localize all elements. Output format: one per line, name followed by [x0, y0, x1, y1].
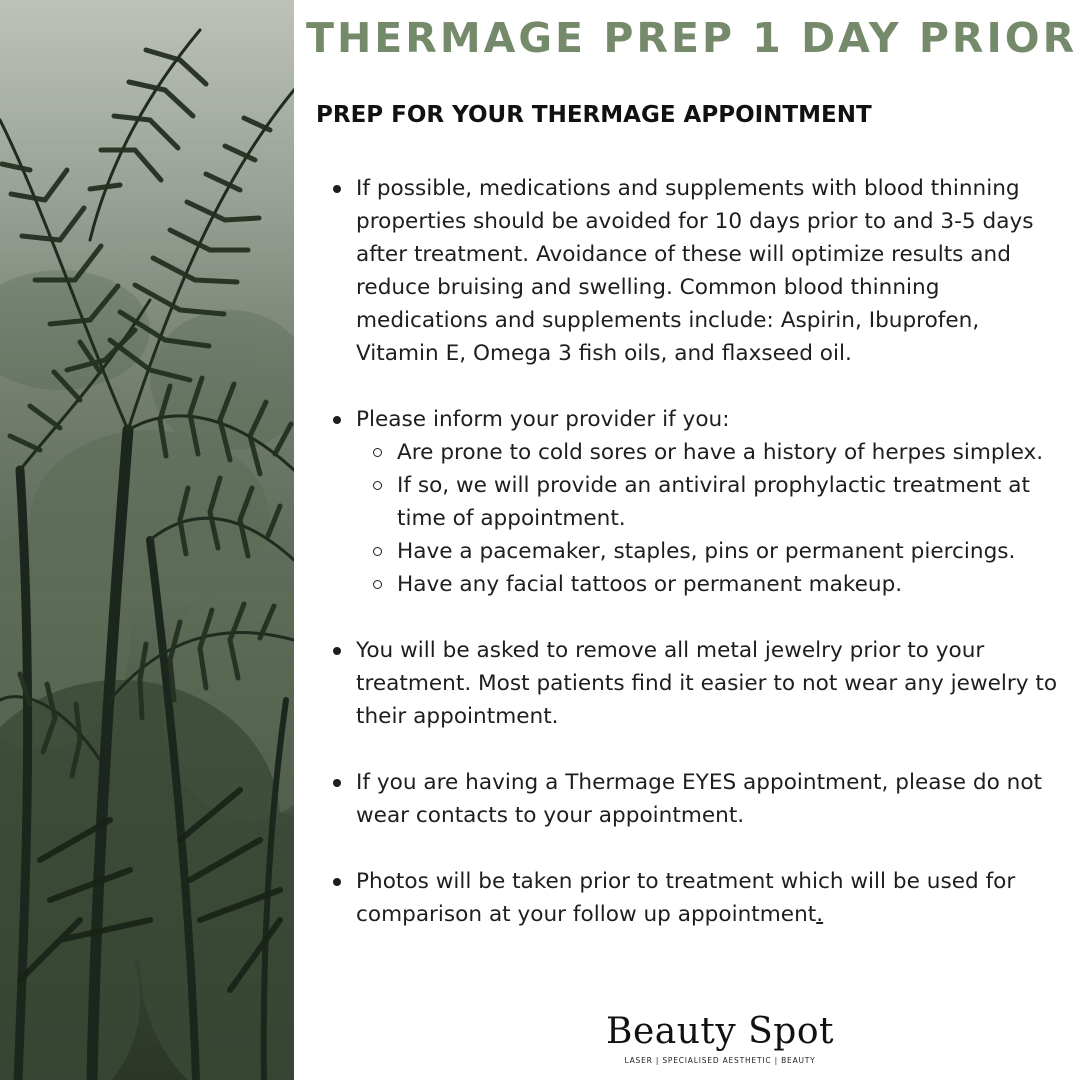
sub-list-item: If so, we will provide an antiviral prophylactic treatment at time of appointment.	[397, 469, 1068, 535]
hollow-circle-icon	[373, 481, 382, 490]
list-item: If possible, medications and supplements with blood thinning properties should be avoided for 10 days prior to and 3-5 days after treatment. Avoidance of these will optimize results and reduce bruising and swelling. Common blood thinning medications and supplements include: Aspirin, Ibuprofen, Vitamin E, Omega 3 fish oils, and flaxseed oil.	[330, 172, 1068, 370]
list-item: Please inform your provider if you: Are prone to cold sores or have a history of herpes simplex. If so, we will provide an antiviral prophylactic treatment at time of appointment. Have a pacemaker, staples, pins or permanent piercings. Have any facial tattoos or permanent makeup.	[330, 403, 1068, 601]
sub-list-item: Have a pacemaker, staples, pins or permanent piercings.	[397, 535, 1068, 568]
section-subtitle: PREP FOR YOUR THERMAGE APPOINTMENT	[316, 102, 872, 128]
logo-tagline: LASER | SPECIALISED AESTHETIC | BEAUTY	[624, 1056, 816, 1065]
underlined-period: .	[816, 902, 824, 927]
beauty-spot-logo	[540, 1010, 900, 1065]
bullet-list	[330, 172, 1068, 931]
list-item: If you are having a Thermage EYES appointment, please do not wear contacts to your appointment.	[330, 766, 1068, 832]
bullet-icon	[333, 647, 341, 655]
bullet-icon	[333, 185, 341, 193]
hollow-circle-icon	[373, 448, 382, 457]
bullet-icon	[333, 878, 341, 886]
sub-bullet-list	[356, 436, 1068, 601]
page-title: THERMAGE PREP 1 DAY PRIOR	[306, 14, 1078, 62]
bullet-icon	[333, 416, 341, 424]
hollow-circle-icon	[373, 580, 382, 589]
sub-list-item: Are prone to cold sores or have a history of herpes simplex.	[397, 436, 1068, 469]
list-item: Photos will be taken prior to treatment which will be used for comparison at your follow up appointment.	[330, 865, 1068, 931]
logo-name: Beauty Spot	[605, 1011, 834, 1052]
bullet-icon	[333, 779, 341, 787]
list-item: You will be asked to remove all metal jewelry prior to your treatment. Most patients find it easier to not wear any jewelry to their appointment.	[330, 634, 1068, 733]
hollow-circle-icon	[373, 547, 382, 556]
prep-instructions	[330, 172, 1068, 964]
jungle-palm-photo	[0, 0, 294, 1080]
sub-list-item: Have any facial tattoos or permanent makeup.	[397, 568, 1068, 601]
